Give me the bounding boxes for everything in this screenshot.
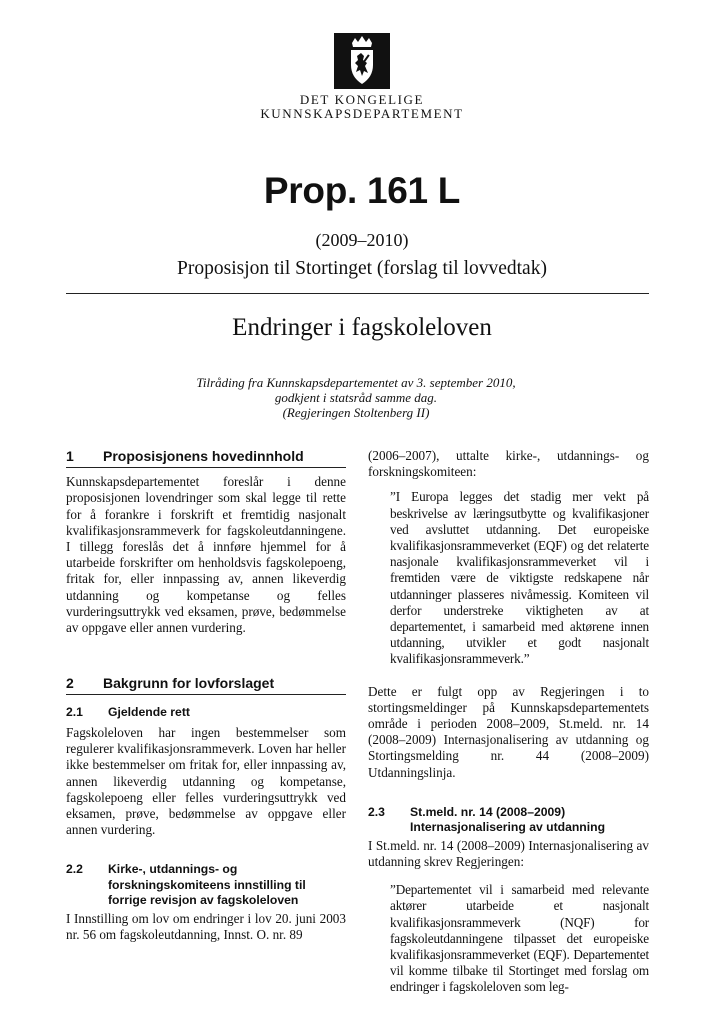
section-title-line: Internasjonalisering av utdanning bbox=[410, 820, 606, 835]
section-number: 1 bbox=[66, 448, 74, 464]
section-title: Bakgrunn for lovforslaget bbox=[103, 675, 275, 692]
committee-intro-paragraph: (2006–2007), uttalte kirke-, utdannings- og forskningskomiteen: bbox=[368, 448, 649, 480]
recommendation-line-2: godkjent i statsråd samme dag. bbox=[274, 390, 438, 405]
document-title: Endringer i fagskoleloven bbox=[232, 314, 492, 341]
section-2-heading bbox=[66, 675, 346, 695]
coat-of-arms-logo bbox=[334, 33, 390, 89]
section-2-2-heading bbox=[66, 862, 346, 909]
follow-up-paragraph: Dette er fulgt opp av Regjeringen i to stortingsmeldinger på Kunnskapsdepartementets område i perioden 2008–2009, St.meld. nr. 14 (2008–2009) Internasjonalisering av utdanning og Stortingsmelding nr. 44 (2008–2009) Utdanningslinja. bbox=[368, 683, 649, 780]
proposition-number: Prop. 161 L bbox=[263, 170, 461, 211]
section-2-1-paragraph: Fagskoleloven har ingen bestemmelser som regulerer kvalifikasjonsrammeverk. Loven har heller ikke bestemmelser om fritak for, eller innpassing av, annen likeverdig utdanning og kompetanse, fagskolepoeng eller felles vurderingsuttrykk ved eksamen, prøve, bedømmelse av oppgave eller annen vurdering. bbox=[66, 724, 346, 838]
title-divider bbox=[66, 293, 649, 294]
proposition-subtitle: Proposisjon til Stortinget (forslag til lovvedtak) bbox=[177, 258, 547, 279]
department-name-line-2: KUNNSKAPSDEPARTEMENT bbox=[260, 106, 464, 121]
government-quote bbox=[368, 882, 649, 995]
section-number: 2 bbox=[66, 675, 74, 692]
section-title-line: forrige revisjon av fagskoleloven bbox=[108, 893, 299, 908]
left-column bbox=[66, 448, 346, 943]
section-2-3-paragraph: I St.meld. nr. 14 (2008–2009) Internasjonalisering av utdanning skrev Regjeringen: bbox=[368, 837, 649, 870]
recommendation-line-1: Tilråding fra Kunnskapsdepartementet av 3. september 2010, bbox=[196, 375, 516, 390]
section-title-line: forskningskomiteens innstilling til bbox=[108, 877, 306, 892]
section-title: Proposisjonens hovedinnhold bbox=[103, 448, 304, 464]
section-2-2-paragraph: I Innstilling om lov om endringer i lov 20. juni 2003 nr. 56 om fagskoleutdanning, Innst. O. nr. 89 bbox=[66, 910, 346, 943]
recommendation-line-3: (Regjeringen Stoltenberg II) bbox=[282, 405, 430, 420]
section-1-paragraph: Kunnskapsdepartementet foreslår i denne proposisjonen lovendringer som skal legge til rette for å forankre i forskrift et fremtidig nasjonalt kvalifikasjonsrammeverk for fagskoleutdanningene. I tillegg foreslås det å innføre hjemmel for å utarbeide forskrifter om henholdsvis fagskolepoeng, fritak for, eller innpassing av, annen likeverdig utdanning og kompetanse og felles vurderingsuttrykk ved eksamen, prøve, bedømmelse av oppgave eller annen vurdering. bbox=[66, 474, 346, 636]
right-column bbox=[368, 448, 649, 996]
section-number: 2.2 bbox=[66, 862, 83, 877]
section-1-heading bbox=[66, 448, 346, 468]
proposition-session: (2009–2010) bbox=[315, 230, 409, 250]
section-2-3-heading bbox=[368, 805, 649, 836]
committee-quote bbox=[368, 489, 649, 667]
department-name-line-1: DET KONGELIGE bbox=[299, 92, 425, 107]
section-2-1-heading bbox=[66, 705, 346, 721]
section-number: 2.3 bbox=[368, 804, 385, 819]
section-number: 2.1 bbox=[66, 705, 83, 720]
section-title-line: Kirke-, utdannings- og bbox=[108, 862, 238, 877]
quote-text: ”I Europa legges det stadig mer vekt på beskrivelse av læringsutbytte og kvalifikasjoner ved avsluttet utdanning. Det europeiske kvalifikasjonsrammeverket (EQF) og det relaterte nasjonale kvalifikasjonsrammeverket vil i fremtiden være de viktigste redskapene når utdanninger plasseres nivåmessig. Komiteen vil derfor understreke viktigheten av at departementet, i samarbeid med aktørene innen utdanning, utvikler et godt nasjonalt kvalifikasjonsrammeverk.” bbox=[390, 489, 649, 667]
quote-text: ”Departementet vil i samarbeid med relevante aktører utarbeide et nasjonalt kvalifikasjonsrammeverk (NQF) for fagskoleutdanningene tilpasset det europeiske kvalifikasjonsrammeverket (EQF). Departementet vil komme tilbake til Stortinget med forslag om endringer i fagskoleloven som leg- bbox=[390, 882, 649, 995]
section-title-line: St.meld. nr. 14 (2008–2009) bbox=[410, 804, 566, 819]
section-title: Gjeldende rett bbox=[108, 705, 190, 720]
